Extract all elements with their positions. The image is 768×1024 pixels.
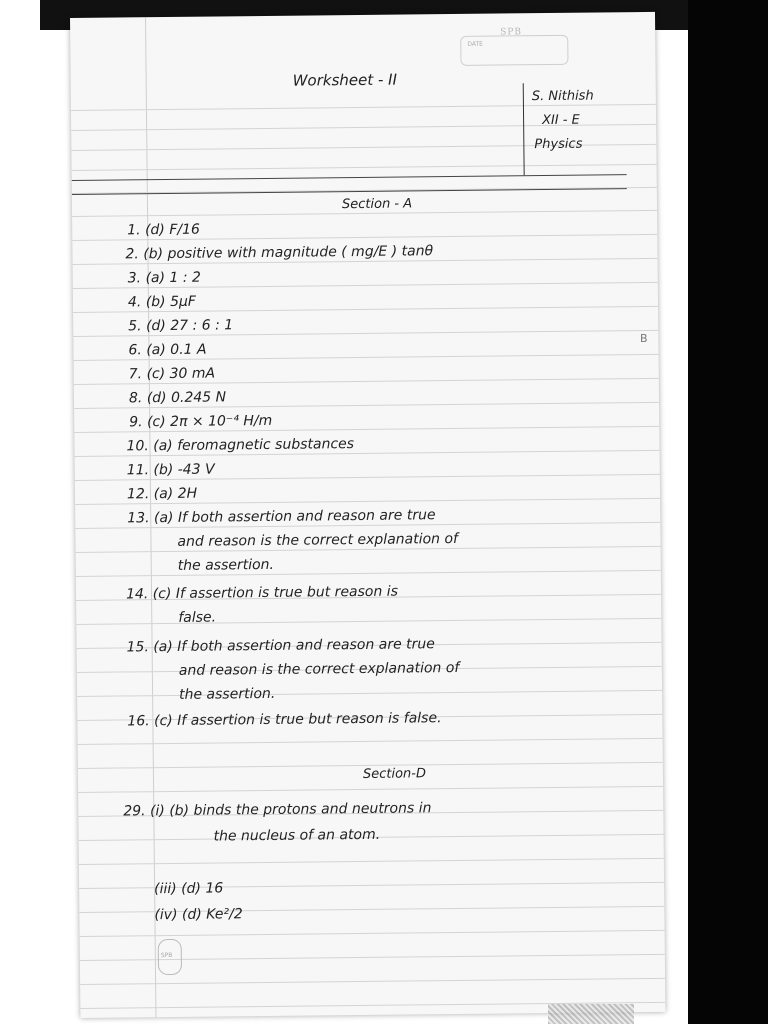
section-d-heading: Section-D [362, 766, 427, 782]
ruled-line [76, 618, 661, 625]
ruled-line [77, 690, 662, 697]
section-a-heading: Section - A [341, 196, 413, 213]
answer-line: false. [178, 609, 217, 626]
ruled-line [80, 978, 665, 985]
answer-line: and reason is the correct explanation of [178, 659, 460, 679]
answer-line: 9. (c) 2π × 10⁻⁴ H/m [129, 412, 273, 431]
student-name: S. Nithish [531, 88, 594, 105]
answer-line: 3. (a) 1 : 2 [127, 269, 202, 287]
answer-line: 16. (c) If assertion is true but reason is false. [127, 710, 442, 730]
student-class: XII - E [542, 112, 580, 129]
answer-line: 7. (c) 30 mA [128, 365, 216, 383]
date-box [460, 35, 568, 66]
ruled-line [79, 858, 664, 865]
answer-line: the nucleus of an atom. [213, 826, 381, 845]
page-stamp [158, 939, 182, 975]
ruled-line [76, 570, 661, 577]
answer-line: 14. (c) If assertion is true but reason is [125, 583, 399, 603]
stamp-text: SPB [160, 951, 173, 960]
ruled-line [80, 930, 665, 937]
answer-line: 2. (b) positive with magnitude ( mg/E ) tanθ [125, 243, 434, 263]
answer-line: and reason is the correct explanation of [177, 530, 459, 550]
answer-line: 8. (d) 0.245 N [128, 389, 227, 407]
background-right [688, 0, 768, 1024]
student-info-box [523, 82, 625, 175]
page-title: Worksheet - II [292, 70, 398, 90]
answer-line: 1. (d) F/16 [127, 221, 200, 239]
date-label: DATE [467, 40, 483, 48]
notebook-page [70, 12, 665, 1018]
answer-line: 29. (i) (b) binds the protons and neutrons in [123, 800, 432, 820]
answer-line: 15. (a) If both assertion and reason are true [126, 636, 435, 656]
answer-line: (iii) (d) 16 [154, 880, 224, 898]
answer-line: (iv) (d) Ke²/2 [154, 906, 243, 924]
header-divider [72, 174, 627, 181]
ruled-line [78, 738, 663, 745]
answer-line: 10. (a) feromagnetic substances [126, 436, 355, 455]
page-smudge [548, 1004, 634, 1024]
answer-line: 6. (a) 0.1 A [128, 341, 207, 359]
ruled-line [78, 786, 663, 793]
margin-mark: B [640, 332, 648, 345]
answer-line: 12. (a) 2H [126, 485, 198, 503]
answer-line: the assertion. [179, 685, 276, 703]
answer-line: 4. (b) 5μF [127, 293, 196, 311]
student-subject: Physics [534, 136, 583, 153]
answer-line: the assertion. [177, 556, 275, 574]
answer-line: 5. (d) 27 : 6 : 1 [128, 317, 234, 335]
answer-line: 11. (b) -43 V [126, 461, 215, 479]
answer-line: 13. (a) If both assertion and reason are true [127, 507, 436, 527]
brand-label: SPB [500, 27, 523, 38]
